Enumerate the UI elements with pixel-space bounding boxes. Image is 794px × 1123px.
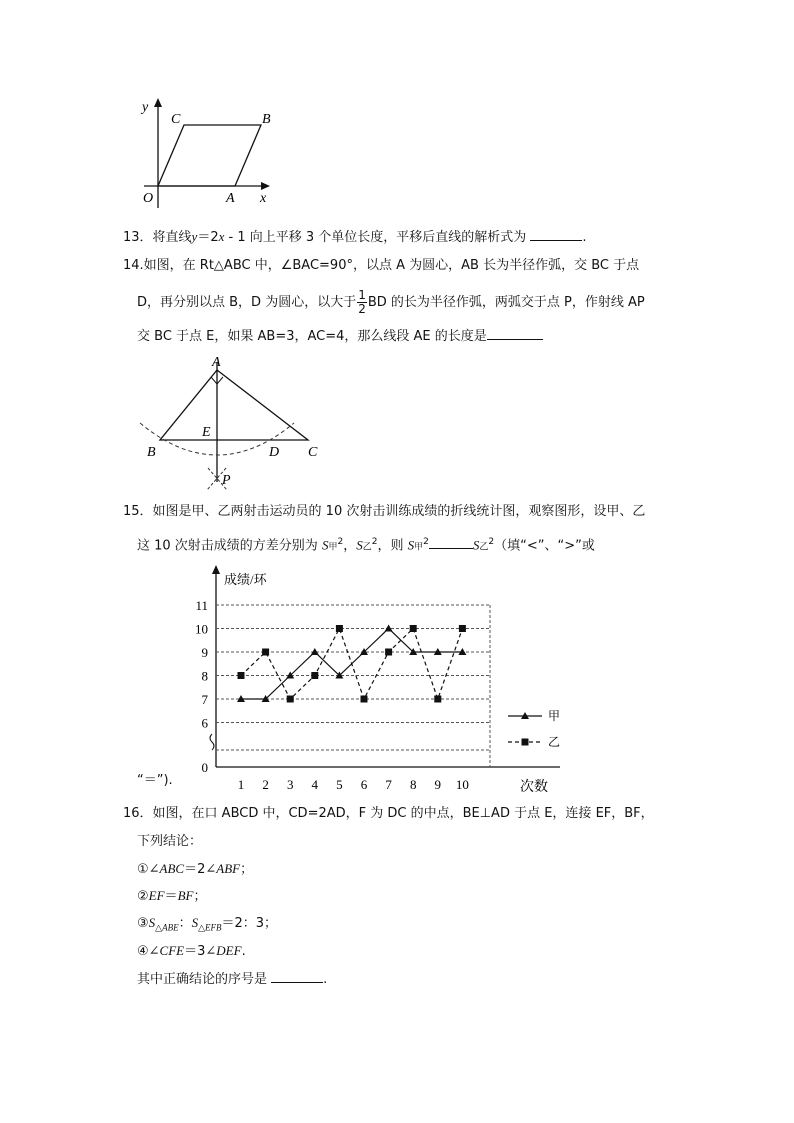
- q16-ask-text: 其中正确结论的序号是: [137, 972, 272, 987]
- chart-x-tick-label: 1: [237, 777, 245, 792]
- conclusion-3-s2: S: [191, 915, 199, 930]
- label-a: A: [212, 355, 221, 370]
- series-2-point: [385, 649, 392, 656]
- conclusion-1-number-visible: ①: [137, 862, 149, 877]
- series-2-point: [410, 625, 417, 632]
- chart-x-tick-label: 6: [360, 777, 368, 792]
- conclusion-4-end: .: [241, 944, 246, 959]
- q15-then: ，则: [377, 538, 408, 554]
- series-line-2: [241, 629, 462, 700]
- question-14-line-2: [137, 289, 645, 316]
- chart-x-tick-label: 10: [455, 777, 469, 792]
- chart-y-tick-label: 11: [195, 598, 208, 613]
- chart-y-tick-label: 9: [201, 645, 208, 660]
- q15-fill-hint: （填“<”、“>”或: [494, 538, 595, 554]
- q15-sq-3: 2: [423, 537, 429, 547]
- q15-sub-jia: 甲: [328, 542, 338, 553]
- conclusion-4-c: ∠DEF: [205, 943, 242, 958]
- chart-y-axis-arrow: [212, 565, 220, 574]
- q15-s-yi: S: [356, 537, 363, 553]
- series-2-point: [336, 625, 343, 632]
- q15-sq-2: 2: [371, 537, 378, 547]
- conclusion-3-number: ③: [137, 916, 149, 931]
- conclusion-3-sub1: △ABE: [155, 922, 179, 933]
- q13-answer-blank[interactable]: [530, 228, 582, 241]
- label-a: A: [226, 191, 235, 206]
- conclusion-3-mid: ：: [178, 916, 192, 931]
- chart-axis-break: [210, 734, 214, 750]
- series-2-point: [262, 649, 269, 656]
- question-15-line-2: [137, 533, 595, 556]
- q14-text-a: D，再分别以点 B，D 为圆心，以大于: [137, 295, 357, 310]
- q15-sub-yi-2: 乙: [479, 542, 489, 553]
- chart-y-tick-label: 8: [201, 668, 208, 684]
- label-c: C: [171, 112, 181, 127]
- parallelogram-figure: [138, 95, 278, 210]
- chart-x-tick-label: 2: [262, 777, 269, 792]
- chart-x-tick-label: 8: [409, 777, 417, 792]
- q15-s-yi-2: S: [472, 537, 480, 553]
- question-14-line-1: 14.如图，在 Rt△ABC 中，∠BAC=90°，以点 A 为圆心，AB 长为半径作弧，交 BC 于点: [123, 258, 640, 273]
- series-2-point: [238, 672, 245, 679]
- conclusion-3-s1: S: [148, 915, 156, 930]
- series-2-point: [459, 625, 466, 632]
- q15-s-jia: S: [321, 537, 329, 553]
- series-2-point: [287, 696, 294, 703]
- chart-x-label: 次数: [520, 780, 548, 795]
- q16-answer-blank[interactable]: [271, 970, 323, 983]
- conclusion-4-a: ∠CFE: [148, 943, 185, 958]
- q13-var-y: y: [191, 229, 198, 244]
- q14-answer-blank[interactable]: [487, 327, 543, 340]
- chart-x-tick-label: 3: [286, 777, 294, 792]
- conclusion-2: [137, 887, 206, 906]
- triangle-construction-figure: [132, 350, 332, 495]
- legend-marker-2: [522, 739, 529, 746]
- label-y: y: [142, 100, 149, 115]
- question-15-line-1: 15．如图是甲、乙两射击运动员的 10 次射击训练成绩的折线统计图，观察图形，设甲、乙: [123, 504, 646, 519]
- fraction-numerator: 1: [358, 288, 366, 302]
- parallelogram-oabc: [158, 125, 261, 186]
- question-16-line-2: 下列结论：: [137, 834, 203, 849]
- conclusion-1: [137, 860, 253, 879]
- chart-x-tick-label: 9: [434, 777, 442, 792]
- question-13: [123, 228, 587, 247]
- fraction-one-half: [357, 289, 367, 316]
- conclusion-3-sub2: △EFB: [198, 922, 222, 933]
- q14-text-b: BD 的长为半径作弧，两弧交于点 P，作射线 AP: [367, 295, 645, 310]
- conclusion-4-b: ＝3: [184, 944, 206, 959]
- chart-y-tick-label: 7: [201, 692, 208, 707]
- series-2-point: [434, 696, 441, 703]
- conclusion-2-number: ②: [137, 889, 149, 904]
- chart-y-label: 成绩/环: [224, 572, 267, 587]
- q16-end: .: [323, 972, 328, 987]
- label-p: P: [222, 473, 231, 488]
- label-c: C: [308, 445, 318, 460]
- chart-y-tick-label: 6: [201, 715, 208, 731]
- legend-label-1: 甲: [548, 709, 561, 723]
- question-14-line-3: [137, 327, 543, 346]
- chart-x-tick-label: 5: [336, 777, 343, 792]
- chart-y-tick-label: 0: [201, 760, 208, 775]
- triangle-abc: [160, 370, 308, 440]
- conclusion-4: [137, 942, 246, 961]
- fraction-denominator: 2: [358, 302, 366, 316]
- q13-text-e: - 1 向上平移 3 个单位长度，平移后直线的解析式为: [224, 230, 531, 245]
- conclusion-2-a: EF: [148, 888, 165, 903]
- series-2-point: [311, 672, 318, 679]
- q15-sq-1: 2: [337, 537, 344, 547]
- label-x: x: [260, 191, 267, 206]
- q15-text-a: 这 10 次射击成绩的方差分别为: [137, 538, 322, 554]
- q13-text-a: 13．将直线: [123, 230, 192, 245]
- label-b: B: [262, 112, 271, 127]
- q15-sub-yi: 乙: [362, 542, 372, 553]
- q15-sep: ，: [343, 538, 357, 554]
- chart-x-tick-label: 4: [311, 777, 319, 792]
- label-d: D: [269, 445, 280, 460]
- conclusion-1-a: ∠ABC: [148, 861, 185, 876]
- label-o: O: [143, 191, 154, 206]
- series-2-point: [361, 696, 368, 703]
- conclusion-2-c: BF: [177, 888, 194, 903]
- q15-sq-4: 2: [488, 537, 495, 547]
- q13-end: .: [582, 230, 587, 245]
- label-e: E: [202, 425, 211, 440]
- chart-x-tick-label: 7: [385, 777, 392, 792]
- q15-sub-jia-2: 甲: [414, 542, 424, 553]
- q13-text-c: ＝2: [197, 230, 219, 245]
- legend-label-2: 乙: [548, 735, 561, 749]
- question-15-line-3: “＝”).: [137, 773, 173, 788]
- conclusion-3-tail: ＝2：3；: [221, 916, 278, 931]
- question-16-line-1: 16．如图，在口 ABCD 中，CD=2AD，F 为 DC 的中点，BE⊥AD 于点 E，连接 EF，BF，: [123, 806, 654, 821]
- q14-text-c: 交 BC 于点 E，如果 AB=3，AC=4，那么线段 AE 的长度是: [137, 329, 487, 344]
- chart-y-tick-label: 10: [195, 621, 208, 637]
- conclusion-3: [137, 914, 277, 937]
- conclusion-2-end: ；: [193, 889, 207, 904]
- conclusion-2-b: ＝: [164, 889, 178, 904]
- question-16-ask: [137, 970, 327, 989]
- x-axis-arrow: [261, 182, 270, 190]
- conclusion-1-end: ；: [240, 862, 254, 877]
- y-axis-arrow: [154, 98, 162, 107]
- q15-s-jia-2: S: [407, 537, 415, 553]
- label-b: B: [147, 445, 156, 460]
- conclusion-1-b: ＝2: [184, 862, 206, 877]
- q13-var-x: x: [218, 229, 225, 244]
- q15-answer-blank[interactable]: [429, 536, 473, 549]
- score-line-chart: [190, 562, 580, 797]
- conclusion-4-number: ④: [137, 944, 149, 959]
- conclusion-1-c: ∠ABF: [205, 861, 241, 876]
